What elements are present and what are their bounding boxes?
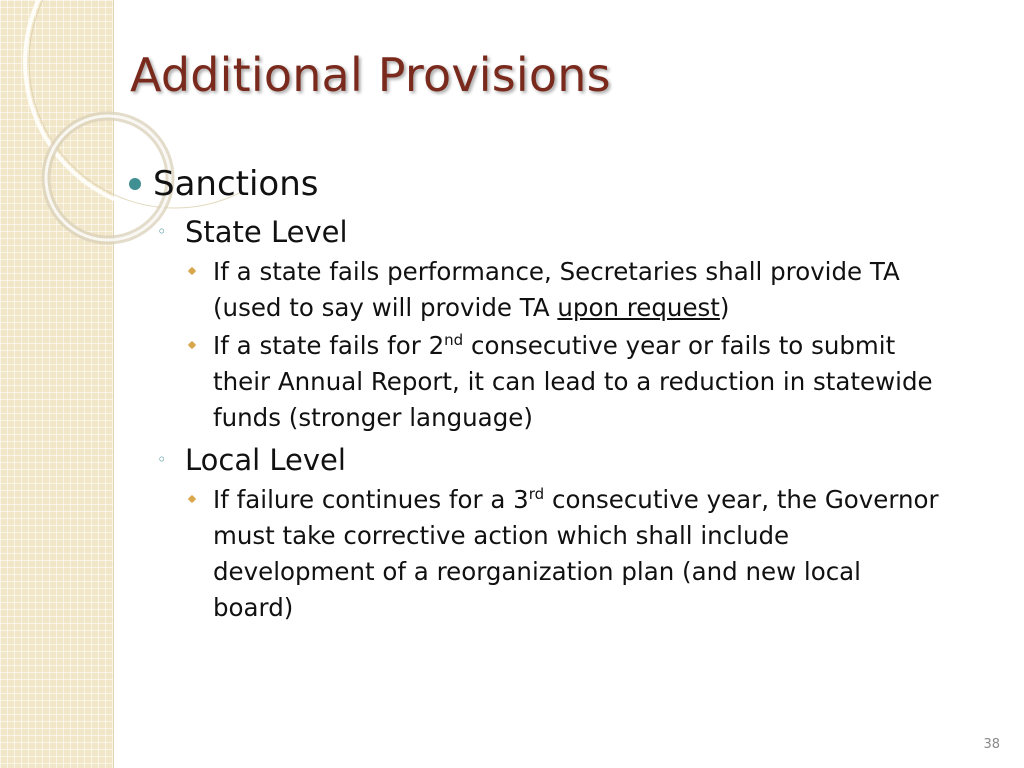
local-level-item-1	[213, 482, 943, 626]
state-level-item-1	[213, 254, 943, 326]
state-item-2-post: consecutive year or fails to submit their Annual Report, it can lead to a reduction in statewide funds (stronger language)	[213, 331, 933, 432]
state-item-2-superscript: nd	[444, 330, 464, 349]
diamond-bullet-icon	[188, 267, 196, 275]
local-item-1-superscript: rd	[528, 484, 545, 503]
ring-bullet-icon: ◦	[157, 222, 167, 241]
local-level-label: Local Level	[185, 443, 346, 477]
state-level-item-2	[213, 328, 943, 436]
slide-title: Additional Provisions	[130, 48, 611, 102]
diamond-bullet-icon	[188, 495, 196, 503]
upon-request-underlined: upon request	[557, 293, 720, 322]
ring-bullet-icon: ◦	[157, 450, 167, 469]
side-panel-decoration	[0, 0, 114, 768]
slide-content	[125, 160, 985, 626]
sub-bullet-local-level	[157, 440, 985, 480]
state-item-2-pre: If a state fails for 2	[213, 331, 445, 360]
sub-bullet-state-level	[157, 212, 985, 252]
state-item-1-text: If a state fails performance, Secretaries shall provide TA (used to say will provide TA	[213, 257, 900, 322]
bullet-sanctions	[125, 160, 985, 208]
page-number: 38	[983, 737, 1000, 752]
state-item-1-close: )	[719, 293, 730, 322]
state-level-label: State Level	[185, 215, 348, 249]
bullet-sanctions-label: Sanctions	[153, 164, 319, 204]
local-item-1-pre: If failure continues for a 3	[213, 485, 529, 514]
bullet-dot-icon	[129, 178, 141, 190]
local-item-1-post: consecutive year, the Governor must take corrective action which shall include development of a reorganization plan (and new local board)	[213, 485, 939, 622]
diamond-bullet-icon	[188, 341, 196, 349]
